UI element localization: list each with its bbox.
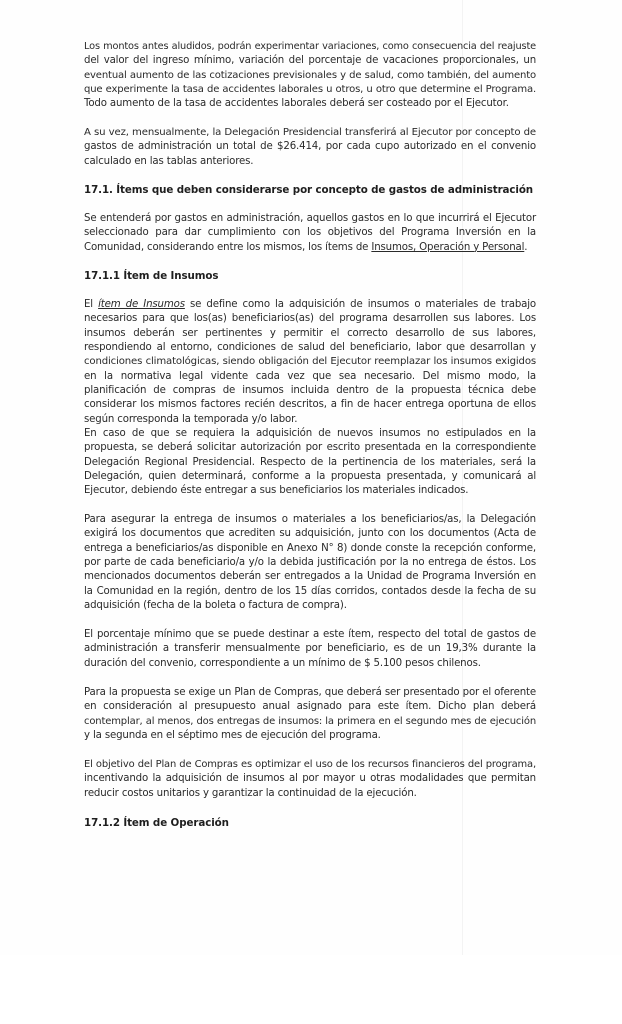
paragraph-new-insumos bbox=[84, 427, 536, 499]
text-line: mencionados documentos deberán ser entregados a la Unidad de Programa Inversión en bbox=[84, 571, 536, 583]
paragraph-insumos-definition bbox=[84, 298, 536, 427]
paragraph-admin-transfer bbox=[84, 126, 536, 169]
text-line: la Comunidad en la región, dentro de los 15 días corridos, contados desde la fecha de su bbox=[84, 585, 536, 597]
text-line bbox=[84, 298, 536, 312]
text-line: incentivando la adquisición de insumos al por mayor u otras modalidades que permitan bbox=[84, 773, 536, 785]
text-line: Delegación, quien determinará, conforme a la propuesta presentada, y comunicará al bbox=[84, 471, 536, 483]
text-line bbox=[84, 241, 536, 255]
text-line: del valor del ingreso mínimo, variación del porcentaje de vacaciones proporcionales, un bbox=[84, 55, 536, 67]
text-line: por parte de cada beneficiario/a y/o la debida justificación por la no entrega de éstos. Los bbox=[84, 557, 536, 569]
text-line: propuesta, se deberá solicitar autorización por escrito presentada en la correspondiente bbox=[84, 442, 536, 454]
text-line: contemplar, al menos, dos entregas de insumos: la primera en el segundo mes de ejecución bbox=[84, 715, 536, 727]
text-line: entrega a beneficiarios/as disponible en Anexo N° 8) donde conste la recepción conforme, bbox=[84, 542, 536, 554]
paragraph-delivery-documents bbox=[84, 513, 536, 613]
text-line: En caso de que se requiera la adquisición de nuevos insumos no estipulados en la bbox=[84, 428, 536, 439]
text-line: seleccionado para dar cumplimiento con los objetivos del Programa Inversión en la bbox=[84, 227, 536, 239]
text-line: Para asegurar la entrega de insumos o materiales a los beneficiarios/as, la Delegación bbox=[84, 514, 536, 525]
text-fragment: El bbox=[84, 299, 99, 310]
paragraph-purchase-plan bbox=[84, 686, 536, 743]
text-line: adquisición (fecha de la boleta o factura de compra). bbox=[84, 600, 347, 612]
text-line: duración del convenio, correspondiente a un mínimo de $ 5.100 pesos chilenos. bbox=[84, 657, 481, 669]
underlined-items-text: Insumos, Operación y Personal bbox=[371, 241, 525, 253]
text-line: El objetivo del Plan de Compras es optimizar el uso de los recursos financieros del programa, bbox=[84, 759, 536, 770]
paragraph-minimum-percentage bbox=[84, 628, 536, 671]
text-line: reducir costos unitarios y garantizar la continuidad de la ejecución. bbox=[84, 787, 417, 799]
text-line: Todo aumento de la tasa de accidentes laborales deberá ser costeado por el Ejecutor. bbox=[84, 98, 509, 110]
text-line: gastos de administración un total de $26.414, por cada cupo autorizado en el convenio bbox=[84, 141, 536, 153]
heading-17-1-2: 17.1.2 Ítem de Operación bbox=[84, 817, 229, 829]
text-line: según corresponda la temporada y/o labor. bbox=[84, 413, 298, 425]
text-line: planificación de compras de insumos incluida dentro de la propuesta técnica debe bbox=[84, 385, 536, 397]
text-line: calculado en las tablas anteriores. bbox=[84, 155, 254, 167]
text-line: en consideración al presupuesto anual asignado para este ítem. Dicho plan deberá bbox=[84, 701, 536, 713]
paragraph-cost-variations bbox=[84, 40, 536, 112]
heading-17-1: 17.1. Ítems que deben considerarse por concepto de gastos de administración bbox=[84, 184, 534, 196]
heading-17-1-1: 17.1.1 Ítem de Insumos bbox=[84, 270, 219, 282]
text-line: Para la propuesta se exige un Plan de Compras, que deberá ser presentado por el oferente bbox=[84, 687, 536, 698]
text-line: Los montos antes aludidos, podrán experimentar variaciones, como consecuencia del reajuste bbox=[84, 41, 536, 52]
text-line: insumos deberán ser pertinentes y permitir el correcto desarrollo de sus labores, bbox=[84, 327, 536, 339]
text-line: respondiendo al entorno, condiciones de salud del beneficiario, labor que desarrollan y bbox=[84, 342, 536, 354]
text-line: El porcentaje mínimo que se puede destinar a este ítem, respecto del total de gastos de bbox=[84, 629, 536, 640]
text-fragment: . bbox=[524, 241, 528, 253]
text-line: Se entenderá por gastos en administración, aquellos gastos en lo que incurrirá el Ejecutor bbox=[84, 213, 536, 224]
paragraph-admin-definition bbox=[84, 212, 536, 255]
page-bottom-margin bbox=[0, 955, 622, 1024]
text-line: necesarios para que los(as) beneficiarios(as) del programa desarrollen sus labores. Los bbox=[84, 313, 536, 325]
paragraph-purchase-plan-objective bbox=[84, 758, 536, 801]
text-line: condiciones climatológicas, siendo obligación del Ejecutor reemplazar los insumos exigidos bbox=[84, 356, 536, 368]
text-line: Ejecutor, debiendo éste entregar a sus beneficiarios los materiales indicados. bbox=[84, 485, 469, 497]
emphasized-term: ítem de Insumos bbox=[98, 299, 185, 310]
text-line: en la normativa legal vidente cada vez que sea necesario. Del mismo modo, la bbox=[84, 370, 536, 382]
text-line: exigirá los documentos que acrediten su adquisición, junto con los documentos (Acta de bbox=[84, 528, 536, 540]
text-fragment: se define como la adquisición de insumos o materiales de trabajo bbox=[184, 299, 537, 310]
text-line: eventual aumento de las cotizaciones previsionales y de salud, como también, del aumento bbox=[84, 69, 536, 81]
text-line: Delegación Regional Presidencial. Respecto de la pertinencia de los materiales, será la bbox=[84, 456, 536, 468]
text-line: y la segunda en el séptimo mes de ejecución del programa. bbox=[84, 730, 381, 742]
text-fragment: Comunidad, considerando entre los mismos, los ítems de bbox=[84, 241, 372, 253]
text-line: A su vez, mensualmente, la Delegación Presidencial transferirá al Ejecutor por concepto de bbox=[84, 127, 536, 138]
text-line: considerar los mismos factores recién descritos, a fin de hacer entrega oportuna de ellos bbox=[84, 399, 536, 411]
text-line: administración a transferir mensualmente por beneficiario, es de un 19,3% durante la bbox=[84, 643, 536, 655]
text-line: que experimente la tasa de accidentes laborales u otros, u otro que determine el Programa. bbox=[84, 84, 536, 96]
